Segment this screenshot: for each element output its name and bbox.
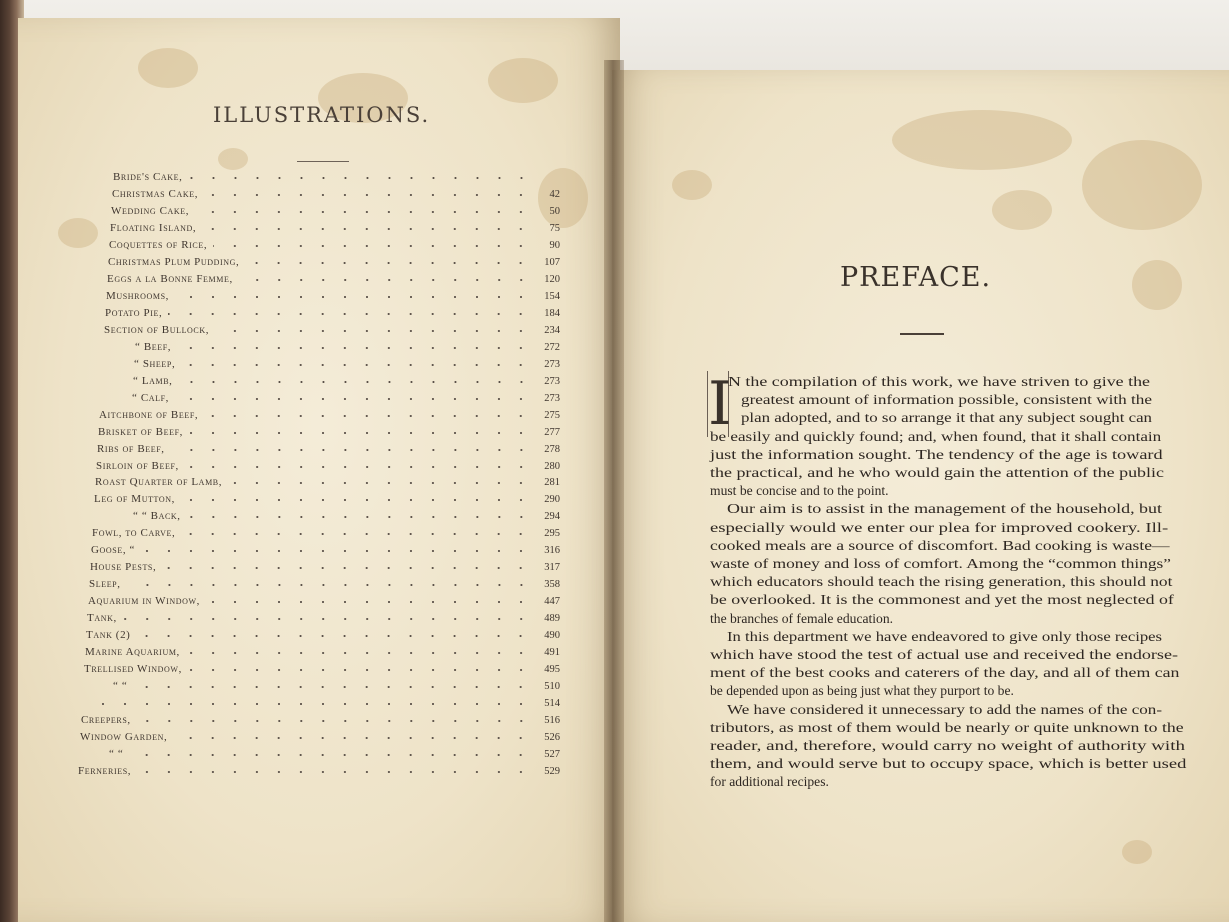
entry-label: House Pests,	[90, 561, 157, 574]
leader-dots	[213, 245, 532, 247]
entry-page-number: 273	[544, 375, 560, 387]
preface-line: cooked meals are a source of discomfort. Bad cooking is waste—	[710, 537, 1170, 553]
leader-dots	[88, 703, 532, 705]
leader-dots	[245, 262, 532, 264]
entry-label: Leg of Mutton,	[94, 493, 176, 506]
preface-line: ment of the best cooks and caterers of the day, and all of them can	[710, 665, 1180, 681]
leader-dots	[228, 482, 532, 484]
entry-label: Creepers,	[81, 714, 131, 727]
preface-line: which have stood the test of actual use and received the endorse-	[710, 647, 1178, 662]
entry-label: “ Calf,	[132, 391, 170, 404]
illustration-entry	[96, 456, 560, 472]
illustration-entry	[84, 659, 560, 675]
leader-dots	[171, 449, 532, 451]
leader-dots	[181, 364, 532, 366]
illustration-entry	[81, 710, 560, 726]
leader-dots	[189, 177, 532, 179]
preface-line: for additional recipes.	[710, 774, 829, 790]
illustration-entry	[107, 269, 560, 285]
preface-line: reader, and, therefore, would carry no weight of authority with	[710, 738, 1185, 753]
illustration-entry	[104, 320, 560, 336]
leader-dots	[127, 584, 532, 586]
leader-dots	[173, 737, 532, 739]
leader-dots	[189, 432, 532, 434]
illustration-entry	[100, 388, 560, 404]
entry-label: “ “	[109, 748, 124, 761]
illustration-entry	[82, 693, 560, 709]
entry-label: Window Garden,	[80, 731, 168, 744]
illustration-entry	[94, 489, 560, 505]
leader-dots	[137, 720, 532, 722]
leader-dots	[239, 279, 532, 281]
entry-page-number: 529	[544, 766, 560, 777]
entry-label: Goose, “	[91, 544, 136, 557]
illustration-entry	[83, 676, 560, 692]
entry-page-number: 184	[544, 307, 560, 319]
preface-line: We have considered it unnecessary to add the names of the con-	[727, 701, 1162, 717]
entry-page-number: 280	[544, 460, 560, 472]
ornamental-dropcap: I	[708, 369, 732, 439]
entry-page-number: 273	[544, 358, 560, 370]
preface-line: Our aim is to assist in the management of the household, but	[727, 501, 1162, 517]
preface-line: greatest amount of information possible, consistent with the	[741, 392, 1152, 408]
entry-page-number: 526	[544, 732, 560, 744]
illustration-entry	[89, 574, 560, 590]
entry-label: “ Beef,	[135, 340, 172, 353]
heading-rule	[297, 161, 349, 162]
preface-line: be easily and quickly found; and, when found, that it shall contain	[710, 428, 1162, 444]
leader-dots	[175, 296, 532, 298]
entry-label: Marine Aquarium,	[85, 646, 180, 659]
preface-line: which educators should teach the rising generation, this should not	[710, 574, 1173, 590]
illustration-entry	[86, 625, 560, 641]
entry-label: Christmas Plum Pudding,	[108, 255, 240, 268]
illustration-entry	[95, 472, 560, 488]
leader-dots	[181, 499, 532, 501]
preface-line: just the information sought. The tendency of the age is toward	[710, 446, 1163, 462]
entry-label: Ferneries,	[78, 765, 132, 777]
illustration-entry	[102, 354, 560, 370]
leader-dots	[137, 771, 532, 773]
entry-label: Brisket of Beef,	[98, 425, 183, 438]
leader-dots	[185, 466, 532, 468]
illustrations-heading: ILLUSTRATIONS.	[213, 103, 431, 127]
entry-label: Bride's Cake,	[113, 171, 183, 183]
entry-page-number: 107	[544, 256, 560, 268]
leader-dots	[177, 347, 532, 349]
illustration-entry	[99, 405, 560, 421]
entry-label: Ribs of Beef,	[97, 442, 165, 455]
heading-rule	[900, 333, 944, 335]
illustration-entry	[97, 439, 560, 455]
entry-label: Aquarium in Window,	[88, 595, 200, 608]
illustration-entry	[92, 523, 560, 539]
entry-page-number: 489	[544, 613, 560, 625]
entry-page-number: 317	[544, 562, 560, 574]
entry-label: Sirloin of Beef,	[96, 459, 179, 472]
entry-page-number: 120	[544, 273, 560, 285]
leader-dots	[141, 550, 532, 552]
entry-page-number: 281	[544, 477, 560, 489]
entry-label: Aitchbone of Beef,	[99, 408, 199, 421]
leader-dots	[186, 652, 532, 654]
entry-label: Tank (2)	[86, 629, 131, 642]
preface-line: N the compilation of this work, we have striven to give the	[728, 374, 1150, 389]
leader-dots	[202, 228, 532, 230]
preface-line: waste of money and loss of comfort. Among the “common things”	[710, 556, 1171, 571]
entry-page-number: 447	[544, 596, 560, 608]
preface-line: plan adopted, and to so arrange it that any subject sought can	[741, 410, 1152, 426]
preface-line: the branches of female education.	[710, 610, 894, 626]
entry-page-number: 42	[549, 188, 560, 200]
illustration-entry	[90, 557, 560, 573]
entry-page-number: 514	[544, 698, 560, 710]
illustration-entry	[79, 744, 560, 760]
entry-page-number: 272	[544, 341, 560, 353]
preface-line: them, and would serve but to occupy space, which is better used	[710, 756, 1187, 772]
entry-page-number: 527	[544, 749, 560, 761]
illustration-entry	[111, 201, 560, 217]
entry-label: Section of Bullock,	[104, 323, 210, 336]
illustration-entry	[113, 167, 560, 183]
illustration-entry	[110, 218, 560, 234]
leader-dots	[129, 754, 532, 756]
illustration-entry	[105, 303, 560, 319]
entry-label: Coquettes of Rice,	[109, 238, 208, 251]
entry-page-number: 273	[544, 392, 560, 404]
illustration-entry	[85, 642, 560, 658]
entry-page-number: 154	[544, 290, 560, 302]
entry-page-number: 90	[549, 239, 560, 251]
entry-page-number: 50	[549, 205, 560, 217]
entry-page-number: 278	[544, 443, 560, 455]
entry-label: Tank,	[87, 612, 117, 625]
entry-page-number: 290	[544, 494, 560, 506]
entry-page-number: 295	[544, 528, 560, 540]
preface-line: especially would we enter our plea for improved cookery. Ill-	[710, 519, 1169, 535]
entry-label: Sleep,	[89, 578, 121, 591]
illustration-entry	[80, 727, 560, 743]
preface-line: tributors, as most of them would be nearly or quite unknown to the	[710, 719, 1184, 735]
entry-label: Floating Island,	[110, 221, 197, 234]
entry-label: “ Sheep,	[134, 357, 176, 370]
leader-dots	[188, 669, 532, 671]
illustration-entry	[88, 591, 560, 607]
illustration-entry	[109, 235, 560, 251]
entry-page-number: 510	[544, 681, 560, 693]
entry-label: Wedding Cake,	[111, 204, 190, 217]
entry-label: “ “ Back,	[133, 510, 181, 523]
leader-dots	[175, 398, 532, 400]
entry-label: “ “	[113, 680, 128, 693]
leader-dots	[195, 211, 532, 213]
illustration-entry	[112, 184, 560, 200]
entry-label: Roast Quarter of Lamb,	[95, 476, 223, 489]
entry-label: Potato Pie,	[105, 306, 163, 319]
leader-dots	[136, 635, 532, 637]
entry-page-number: 490	[544, 630, 560, 642]
entry-page-number: 75	[549, 222, 560, 234]
preface-heading: PREFACE.	[840, 262, 992, 293]
entry-page-number: 495	[544, 664, 560, 676]
preface-line: the practical, and he who would gain the attention of the public	[710, 465, 1164, 480]
entry-label: Mushrooms,	[106, 289, 169, 302]
illustration-entry	[93, 506, 560, 522]
preface-line: be depended upon as being just what they purport to be.	[710, 683, 1014, 699]
entry-page-number: 516	[544, 715, 560, 727]
entry-page-number: 234	[544, 324, 560, 336]
entry-label: Trellised Window,	[84, 663, 182, 676]
leader-dots	[215, 330, 532, 332]
leader-dots	[206, 601, 532, 603]
leader-dots	[204, 415, 532, 417]
illustration-entry	[87, 608, 560, 624]
entry-label: Fowl, to Carve,	[92, 527, 176, 540]
illustration-entry	[78, 761, 560, 777]
entry-page-number: 294	[544, 511, 560, 523]
illustration-entry	[101, 371, 560, 387]
entry-page-number: 358	[544, 579, 560, 591]
entry-label: Eggs a la Bonne Femme,	[107, 272, 233, 285]
leader-dots	[168, 313, 532, 315]
entry-page-number: 491	[544, 647, 560, 659]
illustration-entry	[91, 540, 560, 556]
illustration-entry	[108, 252, 560, 268]
preface-line: must be concise and to the point.	[710, 483, 889, 499]
leader-dots	[179, 381, 532, 383]
leader-dots	[123, 618, 532, 620]
right-page	[612, 70, 1229, 922]
illustration-entry	[103, 337, 560, 353]
leader-dots	[187, 516, 532, 518]
entry-page-number: 275	[544, 409, 560, 421]
leader-dots	[204, 194, 532, 196]
illustration-entry	[106, 286, 560, 302]
entry-page-number: 316	[544, 545, 560, 557]
entry-label: “ Lamb,	[133, 374, 173, 387]
illustration-entry	[98, 422, 560, 438]
leader-dots	[133, 686, 532, 688]
book-gutter	[604, 60, 624, 922]
preface-line: be overlooked. It is the commonest and yet the most neglected of	[710, 592, 1174, 608]
preface-line: In this department we have endeavored to give only those recipes	[727, 628, 1162, 644]
leader-dots	[181, 533, 532, 535]
entry-page-number: 277	[544, 426, 560, 438]
entry-label: Christmas Cake,	[112, 187, 199, 200]
leader-dots	[162, 567, 532, 569]
